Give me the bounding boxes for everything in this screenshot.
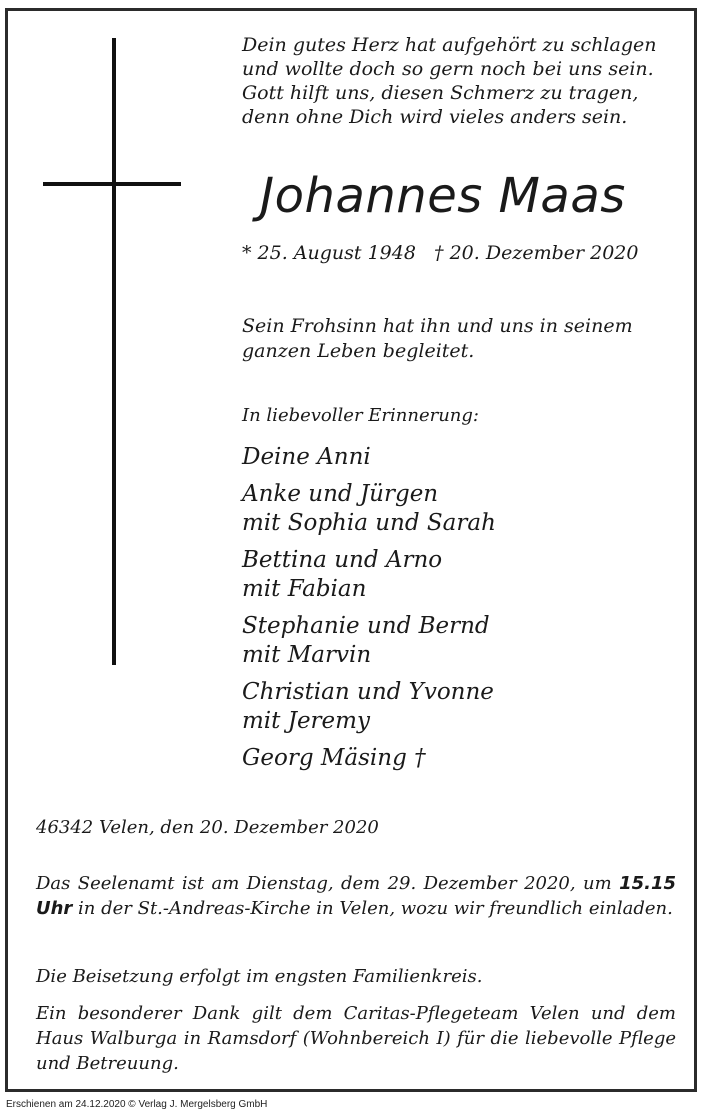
mourner-line: Deine Anni [242, 444, 371, 470]
mourner-group [242, 678, 496, 736]
cross-vertical-bar [112, 38, 116, 665]
mourner-line: mit Fabian [242, 576, 367, 602]
life-dates: * 25. August 1948 † 20. Dezember 2020 [242, 242, 639, 264]
deceased-name: Johannes Maas [260, 168, 626, 224]
remembrance-heading: In liebevoller Erinnerung: [242, 405, 479, 426]
mourner-line: mit Jeremy [242, 708, 370, 734]
poem [242, 33, 656, 129]
mourner-line: Stephanie und Bernd [242, 613, 490, 639]
funeral-text-after: in der St.-Andreas-Kirche in Velen, wozu wir freundlich einladen. [72, 898, 673, 919]
mourner-group [242, 480, 496, 538]
poem-line: denn ohne Dich wird vieles anders sein. [242, 106, 628, 128]
tribute-line: ganzen Leben begleitet. [242, 340, 475, 362]
mourner-group [242, 546, 496, 604]
mourner-line: Georg Mäsing † [242, 745, 426, 771]
publication-footer: Erschienen am 24.12.2020 © Verlag J. Mergelsberg GmbH [6, 1099, 268, 1110]
tribute-sentence [242, 314, 633, 364]
mourner-line: Christian und Yvonne [242, 679, 494, 705]
funeral-time: 15.15 Uhr [36, 873, 676, 919]
mourner-line: mit Marvin [242, 642, 372, 668]
place-date: 46342 Velen, den 20. Dezember 2020 [36, 817, 379, 838]
mourner-group [242, 744, 496, 773]
mourner-line: Anke und Jürgen [242, 481, 439, 507]
thanks-notice: Ein besonderer Dank gilt dem Caritas-Pflegeteam Velen und dem Haus Walburga in Ramsdorf (Wohnbereich I) für die liebevolle Pflege und Betreuung. [36, 1003, 676, 1074]
poem-line: Dein gutes Herz hat aufgehört zu schlagen [242, 34, 657, 56]
mourner-group [242, 443, 496, 472]
cross-horizontal-bar [43, 182, 181, 186]
mourner-line: Bettina und Arno [242, 547, 443, 573]
mourner-line: mit Sophia und Sarah [242, 510, 496, 536]
burial-notice: Die Beisetzung erfolgt im engsten Familienkreis. [36, 966, 483, 987]
poem-line: Gott hilft uns, diesen Schmerz zu tragen, [242, 82, 639, 104]
mourner-group [242, 612, 496, 670]
funeral-text-before: Das Seelenamt ist am Dienstag, dem 29. Dezember 2020, um [36, 873, 620, 894]
poem-line: und wollte doch so gern noch bei uns sein. [242, 58, 654, 80]
mourners-list [242, 443, 496, 781]
tribute-line: Sein Frohsinn hat ihn und uns in seinem [242, 315, 633, 337]
funeral-notice [36, 871, 676, 921]
